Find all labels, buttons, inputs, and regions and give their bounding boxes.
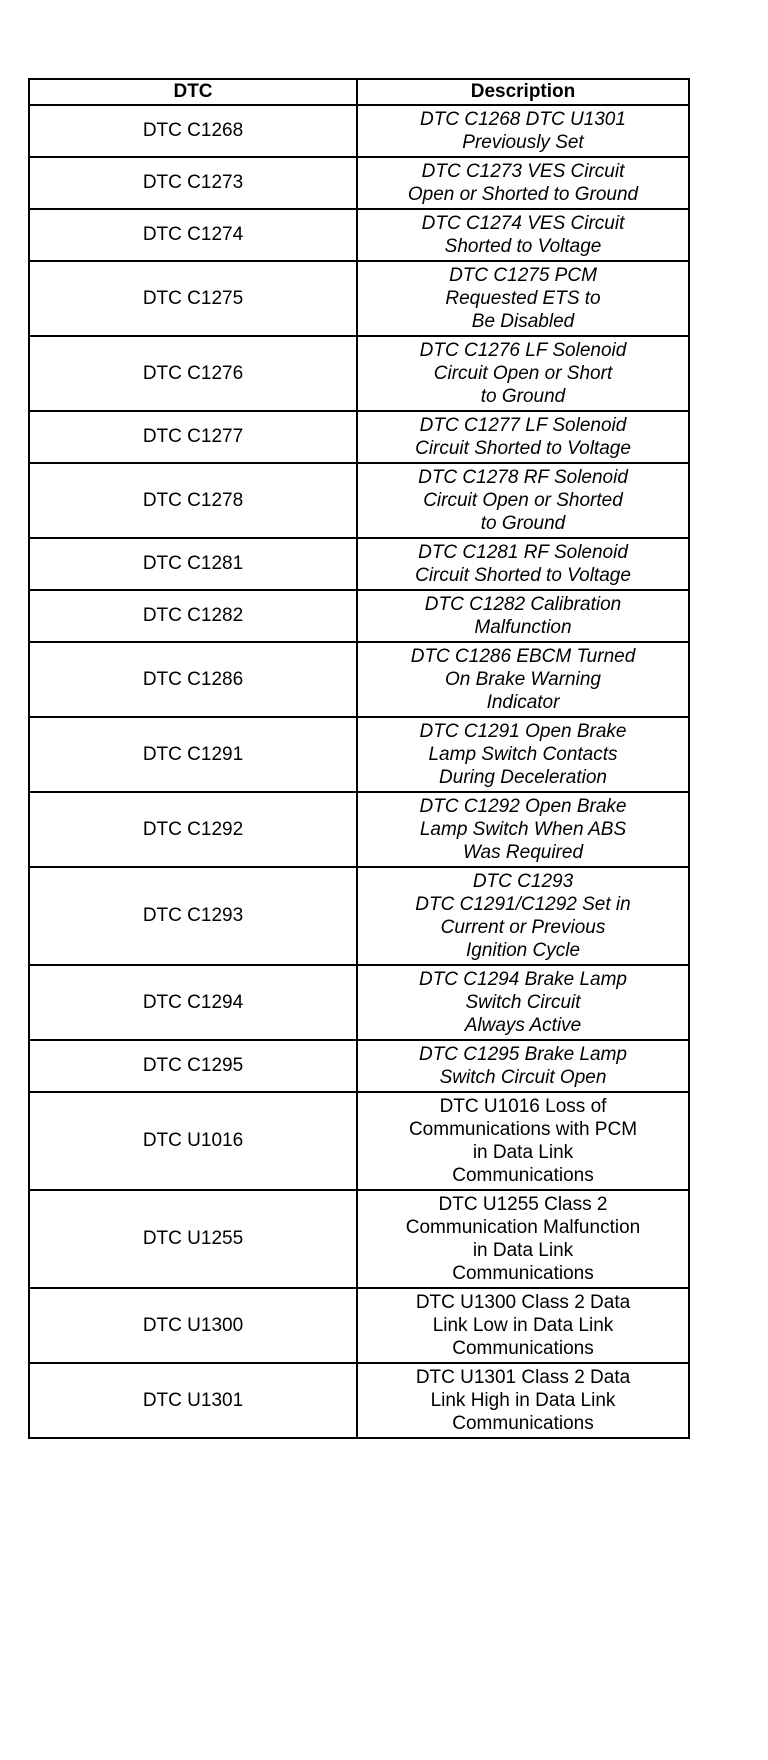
description-line: Circuit Open or Short [433,363,613,384]
table-header [29,79,689,105]
description-cell [357,792,689,867]
dtc-code-cell: DTC C1282 [29,590,357,642]
description-line: Current or Previous [440,917,606,938]
description-line: DTC U1301 Class 2 Data [415,1367,631,1388]
description-line: DTC U1016 Loss of [439,1096,607,1117]
dtc-code-cell: DTC C1286 [29,642,357,717]
description-cell [357,590,689,642]
table-row [29,965,689,1040]
description-cell [357,1363,689,1438]
table-row [29,1092,689,1190]
description-line: Indicator [486,692,560,713]
dtc-code-cell: DTC C1268 [29,105,357,157]
description-cell [357,336,689,411]
dtc-code-cell: DTC C1277 [29,411,357,463]
description-cell [357,209,689,261]
description-line: DTC C1282 Calibration [424,594,622,615]
description-line: Communications [452,1413,594,1434]
header-row [29,79,689,105]
dtc-code-cell: DTC C1281 [29,538,357,590]
dtc-code-cell: DTC U1016 [29,1092,357,1190]
description-line: DTC C1268 DTC U1301 [420,109,626,130]
description-line: DTC C1277 LF Solenoid [419,415,627,436]
description-line: Link High in Data Link [430,1390,616,1411]
dtc-code-cell: DTC C1291 [29,717,357,792]
table-row [29,1190,689,1288]
table-body [29,105,689,1438]
description-line: Requested ETS to [445,288,601,309]
table-row [29,538,689,590]
description-cell [357,105,689,157]
dtc-code-cell: DTC C1273 [29,157,357,209]
description-line: DTC U1300 Class 2 Data [415,1292,631,1313]
table-row [29,463,689,538]
description-line: Communications [452,1165,594,1186]
description-line: Lamp Switch Contacts [428,744,618,765]
description-cell [357,1092,689,1190]
description-line: Always Active [464,1015,582,1036]
table-row [29,105,689,157]
description-line: DTC C1294 Brake Lamp [418,969,628,990]
description-line: DTC C1274 VES Circuit [421,213,625,234]
description-line: to Ground [480,386,566,407]
description-cell [357,717,689,792]
description-cell [357,538,689,590]
description-line: DTC C1295 Brake Lamp [418,1044,628,1065]
description-line: Malfunction [474,617,572,638]
description-line: Communication Malfunction [405,1217,641,1238]
description-line: DTC C1276 LF Solenoid [419,340,627,361]
description-line: Ignition Cycle [465,940,581,961]
table-row [29,209,689,261]
header-description: Description [357,79,689,105]
description-line: DTC C1291 Open Brake [419,721,627,742]
description-cell [357,867,689,965]
header-dtc: DTC [29,79,357,105]
description-line: Previously Set [462,132,584,153]
description-cell [357,642,689,717]
description-line: DTC C1278 RF Solenoid [418,467,628,488]
table-row [29,411,689,463]
description-cell [357,411,689,463]
dtc-code-cell: DTC C1275 [29,261,357,336]
description-cell [357,157,689,209]
description-line: Link Low in Data Link [432,1315,614,1336]
description-line: DTC C1291/C1292 Set in [415,894,631,915]
description-line: Communications [452,1338,594,1359]
description-line: in Data Link [472,1142,574,1163]
description-line: Open or Shorted to Ground [407,184,639,205]
dtc-code-cell: DTC C1274 [29,209,357,261]
dtc-code-cell: DTC C1292 [29,792,357,867]
description-line: Be Disabled [471,311,575,332]
description-line: During Deceleration [439,767,607,788]
description-line: Shorted to Voltage [444,236,602,257]
table-row [29,1040,689,1092]
table-row [29,867,689,965]
table-row [29,642,689,717]
dtc-code-cell: DTC C1293 [29,867,357,965]
description-line: to Ground [480,513,566,534]
table-row [29,717,689,792]
description-line: DTC C1292 Open Brake [419,796,627,817]
description-cell [357,1190,689,1288]
description-line: Communications with PCM [408,1119,638,1140]
table-row [29,336,689,411]
dtc-code-cell: DTC C1294 [29,965,357,1040]
description-line: Circuit Shorted to Voltage [415,438,631,459]
dtc-code-cell: DTC C1276 [29,336,357,411]
description-line: Communications [452,1263,594,1284]
description-line: Was Required [462,842,584,863]
table-row [29,157,689,209]
description-line: Switch Circuit Open [439,1067,607,1088]
table-row [29,1288,689,1363]
description-line: DTC C1273 VES Circuit [421,161,625,182]
dtc-table [28,78,690,1439]
description-line: Lamp Switch When ABS [419,819,627,840]
dtc-code-cell: DTC U1301 [29,1363,357,1438]
description-line: Circuit Open or Shorted [423,490,623,511]
table-row [29,590,689,642]
description-line: On Brake Warning [445,669,601,690]
dtc-code-cell: DTC U1300 [29,1288,357,1363]
description-cell [357,1288,689,1363]
table-row [29,792,689,867]
description-line: DTC C1281 RF Solenoid [418,542,628,563]
description-line: DTC C1275 PCM [449,265,597,286]
description-line: Circuit Shorted to Voltage [415,565,631,586]
description-line: in Data Link [472,1240,574,1261]
dtc-code-cell: DTC C1295 [29,1040,357,1092]
description-cell [357,261,689,336]
description-line: DTC U1255 Class 2 [438,1194,608,1215]
description-cell [357,965,689,1040]
dtc-code-cell: DTC U1255 [29,1190,357,1288]
table-row [29,1363,689,1438]
description-line: DTC C1286 EBCM Turned [410,646,636,667]
table-row [29,261,689,336]
description-line: Switch Circuit [465,992,581,1013]
description-cell [357,1040,689,1092]
dtc-code-cell: DTC C1278 [29,463,357,538]
description-cell [357,463,689,538]
description-line: DTC C1293 [472,871,574,892]
